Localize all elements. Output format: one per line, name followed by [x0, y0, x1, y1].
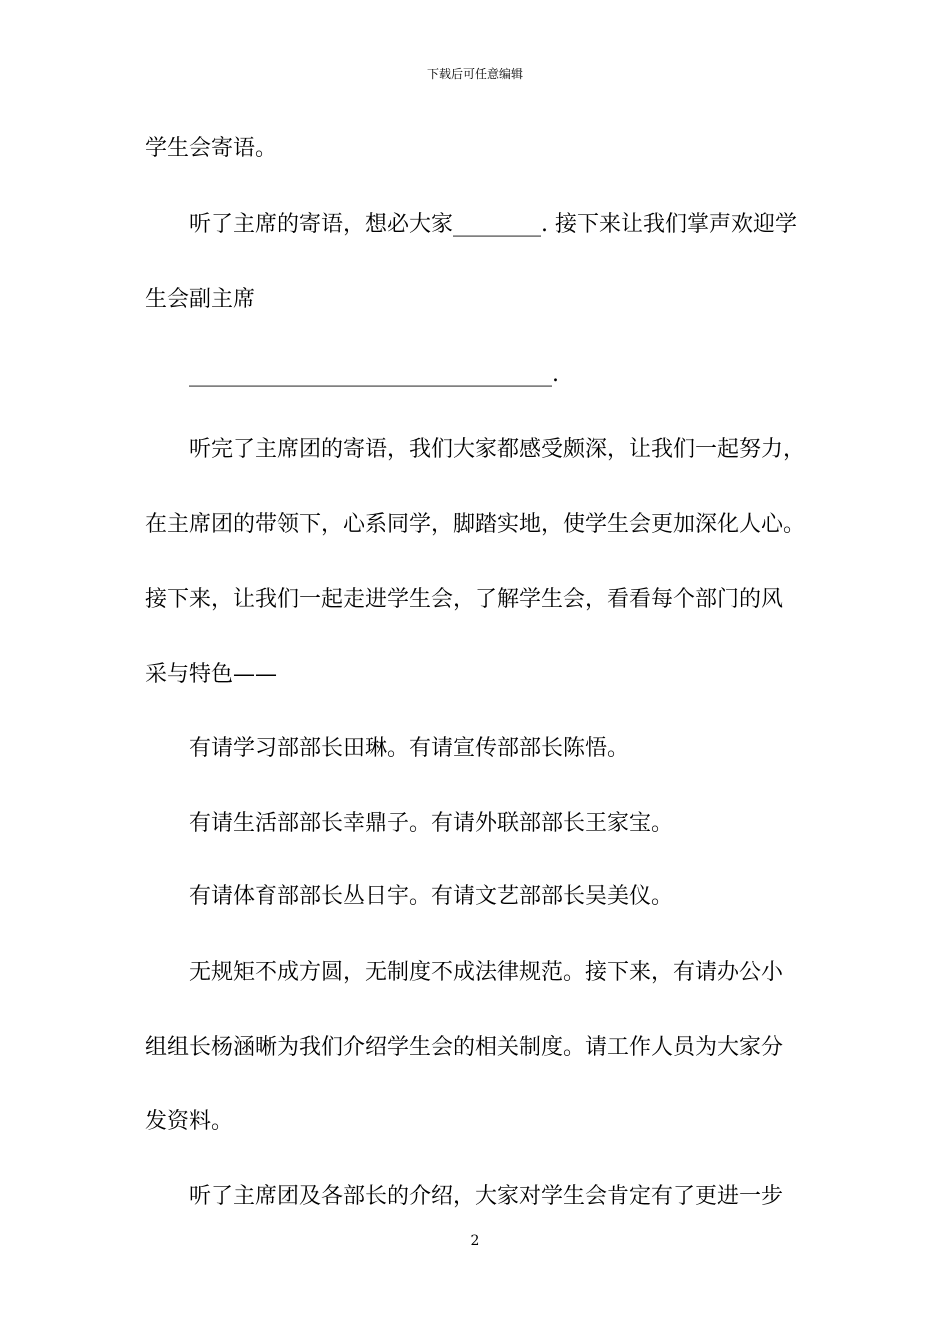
body-line: 听了主席的寄语，想必大家________. 接下来让我们掌声欢迎学 [189, 212, 797, 237]
body-line: 组组长杨涵晰为我们介绍学生会的相关制度。请工作人员为大家分 [145, 1035, 784, 1060]
body-line: 发资料。 [145, 1109, 234, 1134]
body-line: 有请生活部部长幸鼎子。有请外联部部长王家宝。 [189, 811, 674, 836]
body-line: 采与特色—— [145, 662, 278, 687]
body-line: 生会副主席 [145, 287, 256, 312]
body-line: 有请体育部部长丛日宇。有请文艺部部长吴美仪。 [189, 884, 674, 909]
page-header: 下载后可任意编辑 [426, 67, 523, 81]
body-line: 有请学习部部长田琳。有请宣传部部长陈悟。 [189, 736, 630, 761]
body-line: 在主席团的带领下，心系同学，脚踏实地，使学生会更加深化人心。 [145, 512, 806, 537]
body-line: 学生会寄语。 [145, 136, 278, 161]
body-line: _________________________________. [189, 362, 559, 387]
body-line: 接下来，让我们一起走进学生会，了解学生会，看看每个部门的风 [145, 587, 784, 612]
body-line: 听了主席团及各部长的介绍，大家对学生会肯定有了更进一步 [189, 1184, 784, 1209]
body-line: 听完了主席团的寄语，我们大家都感受颇深，让我们一起努力， [189, 437, 806, 462]
page-number: 2 [470, 1233, 480, 1249]
body-line: 无规矩不成方圆，无制度不成法律规范。接下来，有请办公小 [189, 960, 784, 985]
